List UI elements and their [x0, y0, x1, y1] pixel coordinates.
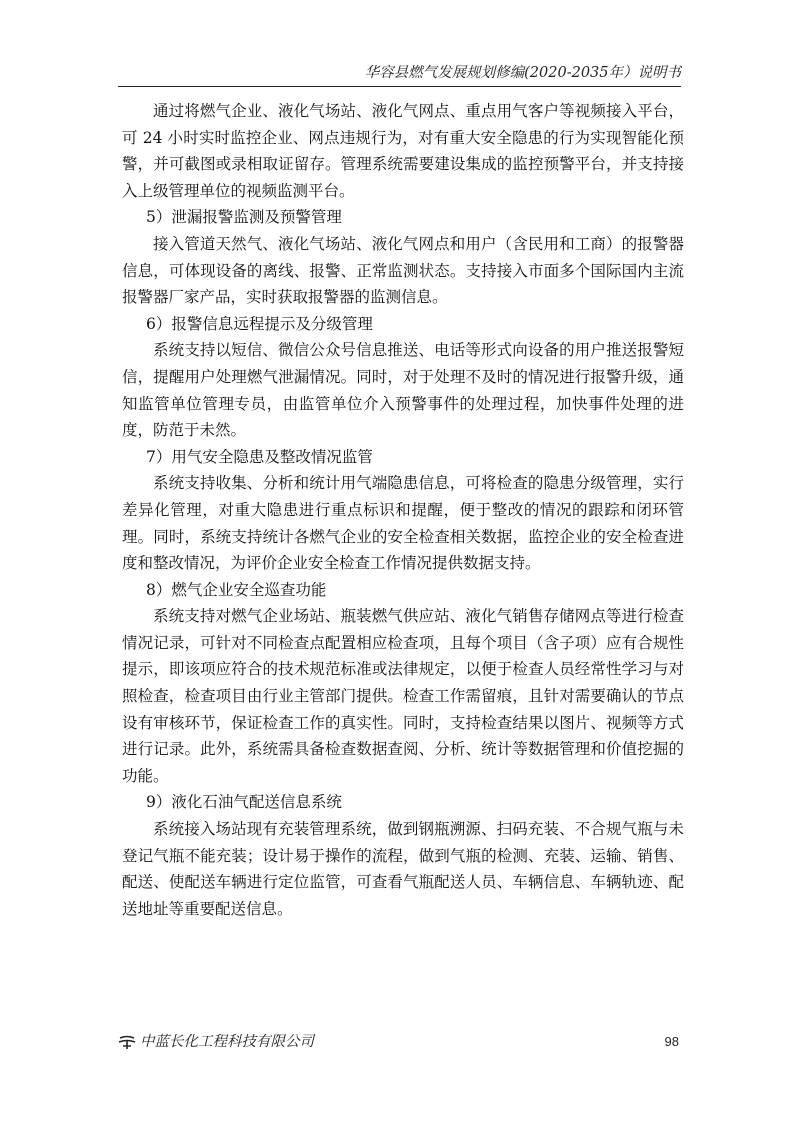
company-logo-icon: [118, 1034, 136, 1050]
body-paragraph: 系统接入场站现有充装管理系统，做到钢瓶溯源、扫码充装、不合规气瓶与未登记气瓶不能充装；设计易于操作的流程，做到气瓶的检测、充装、运输、销售、配送、使配送车辆进行定位监管，可查看气瓶配送人员、车辆信息、车辆轨迹、配送地址等重要配送信息。: [122, 820, 684, 918]
page-header: [118, 62, 681, 87]
section-heading: 8）燃气企业安全巡查功能: [146, 580, 327, 599]
body-content: [122, 98, 684, 922]
header-title: 华容县燃气发展规划修编(2020-2035年）说明书: [364, 65, 681, 81]
section-heading: 5）泄漏报警监测及预警管理: [146, 208, 342, 227]
section-heading: 9）液化石油气配送信息系统: [146, 793, 342, 812]
body-paragraph: 接入管道天然气、液化气场站、液化气网点和用户（含民用和工商）的报警器信息，可体现设备的离线、报警、正常监测状态。支持接入市面多个国际国内主流报警器厂家产品，实时获取报警器的监测信息。: [122, 234, 684, 307]
body-paragraph: 系统支持以短信、微信公众号信息推送、电话等形式向设备的用户推送报警短信，提醒用户处理燃气泄漏情况。同时，对于处理不及时的情况进行报警升级，通知监管单位管理专员，由监管单位介入预警事件的处理过程，加快事件处理的进度，防范于未然。: [122, 341, 684, 440]
body-paragraph: 系统支持对燃气企业场站、瓶装燃气供应站、液化气销售存储网点等进行检查情况记录，可针对不同检查点配置相应检查项，且每个项目（含子项）应有合规性提示，即该项应符合的技术规范标准或法律规定，以便于检查人员经常性学习与对照检查，检查项目由行业主管部门提供。检查工作需留痕，且针对需要确认的节点设有审核环节，保证检查工作的真实性。同时，支持检查结果以图片、视频等方式进行记录。此外，系统需具备检查数据查阅、分析、统计等数据管理和价值挖掘的功能。: [122, 607, 684, 785]
page-number: 98: [664, 1034, 679, 1049]
page-footer: [118, 1032, 681, 1054]
section-heading: 7）用气安全隐患及整改情况监管: [146, 447, 373, 466]
section-heading: 6）报警信息远程提示及分级管理: [146, 314, 373, 333]
footer-company-name: 中蓝长化工程科技有限公司: [140, 1034, 314, 1050]
body-paragraph: 系统支持收集、分析和统计用气端隐患信息，可将检查的隐患分级管理，实行差异化管理，对重大隐患进行重点标识和提醒，便于整改的情况的跟踪和闭环管理。同时，系统支持统计各燃气企业的安全检查相关数据，监控企业的安全检查进度和整改情况，为评价企业安全检查工作情况提供数据支持。: [122, 474, 684, 573]
body-paragraph: 通过将燃气企业、液化气场站、液化气网点、重点用气客户等视频接入平台，可 24 小时实时监控企业、网点违规行为，对有重大安全隐患的行为实现智能化预警，并可截图或录相取证留存。管理系统需要建设集成的监控预警平台，并支持接入上级管理单位的视频监测平台。: [122, 102, 684, 200]
